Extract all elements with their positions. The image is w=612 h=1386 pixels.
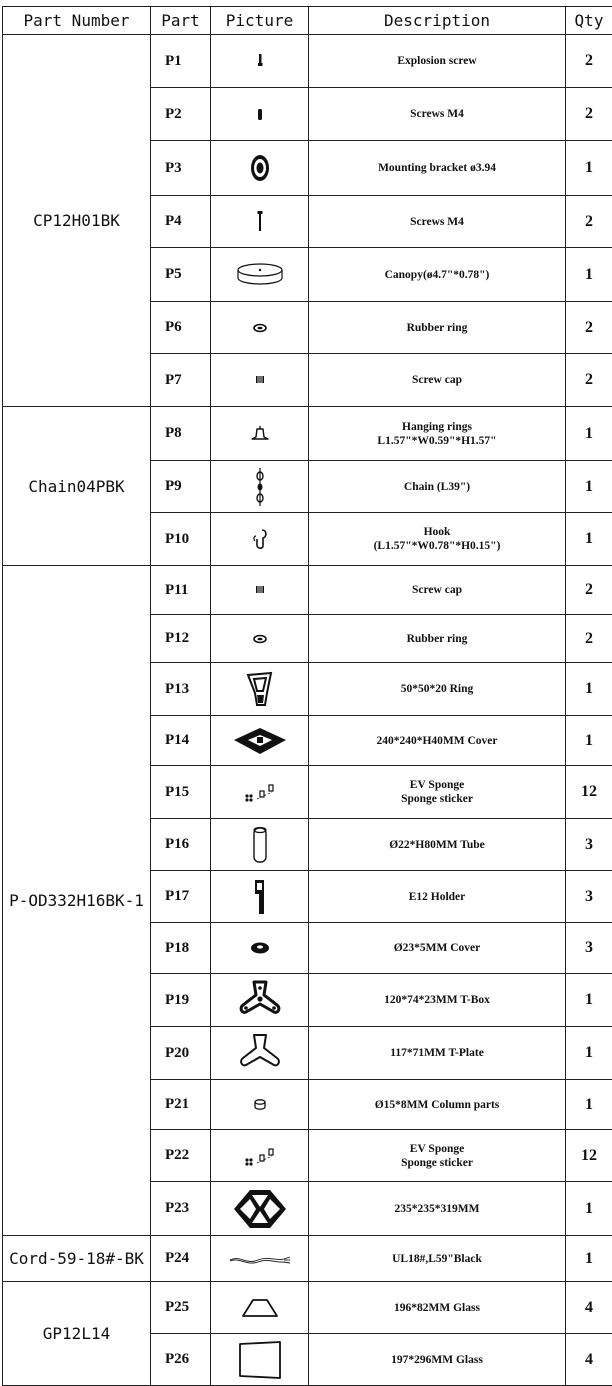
description-cell [309,1236,566,1282]
qty-cell: 1 [566,663,612,716]
table-row [3,566,612,615]
qty-cell: 3 [566,923,612,974]
part-cell: P25 [151,1282,211,1334]
panel-glass-icon [211,1340,308,1380]
description-cell [309,1027,566,1080]
description-line: 197*296MM Glass [309,1353,565,1367]
part-cell: P1 [151,35,211,88]
rubber-ring-icon [211,321,308,335]
description-line: Ø15*8MM Column parts [309,1098,565,1112]
description-cell [309,566,566,615]
description-line: Hook [309,525,565,539]
description-line: Rubber ring [309,321,565,335]
description-line: 240*240*H40MM Cover [309,734,565,748]
description-cell [309,248,566,302]
sponge-icon [211,779,308,805]
description-cell [309,663,566,716]
qty-cell: 1 [566,1080,612,1130]
description-line: EV Sponge [309,1142,565,1156]
table-row [3,1236,612,1282]
description-line: Ø22*H80MM Tube [309,838,565,852]
description-cell [309,302,566,354]
description-line: Screw cap [309,583,565,597]
description-line: 117*71MM T-Plate [309,1046,565,1060]
qty-cell: 1 [566,1027,612,1080]
description-cell [309,871,566,923]
group-cell: Cord-59-18#-BK [3,1236,151,1282]
description-cell [309,1182,566,1236]
part-cell: P12 [151,615,211,663]
part-cell: P8 [151,407,211,461]
description-line: Chain (L39") [309,480,565,494]
qty-cell: 12 [566,766,612,819]
description-line: 120*74*23MM T-Box [309,993,565,1007]
part-cell: P16 [151,819,211,871]
header-description: Description [309,7,566,35]
description-line: E12 Holder [309,890,565,904]
description-line-2: Sponge sticker [309,1156,565,1170]
t-box-icon [211,979,308,1021]
part-cell: P3 [151,141,211,196]
description-cell [309,1334,566,1386]
part-cell: P20 [151,1027,211,1080]
description-line: Hanging rings [309,420,565,434]
round-cover-icon [211,940,308,956]
description-cell [309,1130,566,1182]
part-cell: P13 [151,663,211,716]
part-cell: P7 [151,354,211,407]
square-cover-icon [211,726,308,756]
screw-cap-icon [211,583,308,597]
qty-cell: 1 [566,1182,612,1236]
description-line: Screws M4 [309,107,565,121]
description-line: Canopy(ø4.7"*0.78") [309,268,565,282]
qty-cell: 4 [566,1334,612,1386]
frame-icon [211,1187,308,1231]
part-cell: P4 [151,196,211,248]
description-line: 50*50*20 Ring [309,682,565,696]
part-cell: P14 [151,716,211,766]
part-cell: P17 [151,871,211,923]
part-cell: P15 [151,766,211,819]
explosion-screw-icon [211,51,308,71]
description-cell [309,35,566,88]
description-cell [309,974,566,1027]
description-cell [309,1282,566,1334]
chain-icon [211,467,308,507]
part-cell: P6 [151,302,211,354]
qty-cell: 1 [566,461,612,513]
qty-cell: 1 [566,513,612,566]
qty-cell: 2 [566,88,612,141]
qty-cell: 2 [566,354,612,407]
header-row [3,7,612,35]
canopy-icon [211,261,308,289]
part-cell: P5 [151,248,211,302]
part-cell: P11 [151,566,211,615]
group-cell: CP12H01BK [3,35,151,407]
header-picture: Picture [211,7,309,35]
description-line: Rubber ring [309,632,565,646]
description-cell [309,766,566,819]
description-line: UL18#,L59"Black [309,1252,565,1266]
qty-cell: 1 [566,974,612,1027]
qty-cell: 2 [566,302,612,354]
description-cell [309,716,566,766]
qty-cell: 1 [566,407,612,461]
description-line: Mounting bracket ø3.94 [309,161,565,175]
description-cell [309,1080,566,1130]
table-row [3,407,612,461]
description-line-2: L1.57"*W0.59"*H1.57" [309,434,565,448]
table-row [3,1282,612,1334]
description-line: EV Sponge [309,778,565,792]
socket-holder-icon [211,876,308,918]
header-qty: Qty [566,7,612,35]
description-line-2: (L1.57"*W0.78"*H0.15") [309,539,565,553]
hanging-ring-icon [211,424,308,444]
description-line: 196*82MM Glass [309,1301,565,1315]
screw-icon [211,104,308,124]
cord-icon [211,1251,308,1267]
description-cell [309,923,566,974]
qty-cell: 3 [566,819,612,871]
description-line-2: Sponge sticker [309,792,565,806]
qty-cell: 3 [566,871,612,923]
group-cell: GP12L14 [3,1282,151,1386]
part-cell: P10 [151,513,211,566]
parts-table [2,6,612,1386]
description-cell [309,819,566,871]
part-cell: P23 [151,1182,211,1236]
mounting-bracket-icon [211,152,308,184]
description-line: Screw cap [309,373,565,387]
description-cell [309,513,566,566]
description-line: Ø23*5MM Cover [309,941,565,955]
part-cell: P9 [151,461,211,513]
qty-cell: 1 [566,248,612,302]
description-cell [309,354,566,407]
part-cell: P21 [151,1080,211,1130]
column-part-icon [211,1097,308,1113]
table-row [3,35,612,88]
description-cell [309,407,566,461]
qty-cell: 4 [566,1282,612,1334]
header-part-number: Part Number [3,7,151,35]
long-screw-icon [211,208,308,236]
description-line: 235*235*319MM [309,1202,565,1216]
qty-cell: 2 [566,35,612,88]
qty-cell: 2 [566,566,612,615]
part-cell: P24 [151,1236,211,1282]
qty-cell: 12 [566,1130,612,1182]
part-cell: P18 [151,923,211,974]
description-cell [309,196,566,248]
part-cell: P26 [151,1334,211,1386]
description-cell [309,88,566,141]
description-cell [309,615,566,663]
qty-cell: 1 [566,716,612,766]
ring-bracket-icon [211,669,308,709]
screw-cap-icon [211,373,308,387]
description-cell [309,141,566,196]
qty-cell: 1 [566,1236,612,1282]
trapezoid-glass-icon [211,1297,308,1319]
sponge-icon [211,1143,308,1169]
part-cell: P19 [151,974,211,1027]
part-cell: P22 [151,1130,211,1182]
group-cell: P-OD332H16BK-1 [3,566,151,1236]
qty-cell: 1 [566,141,612,196]
description-line: Screws M4 [309,215,565,229]
rubber-ring-icon [211,632,308,646]
tube-icon [211,824,308,866]
header-part: Part [151,7,211,35]
t-plate-icon [211,1032,308,1074]
description-line: Explosion screw [309,54,565,68]
qty-cell: 2 [566,196,612,248]
hook-icon [211,527,308,551]
group-cell: Chain04PBK [3,407,151,566]
description-cell [309,461,566,513]
qty-cell: 2 [566,615,612,663]
part-cell: P2 [151,88,211,141]
